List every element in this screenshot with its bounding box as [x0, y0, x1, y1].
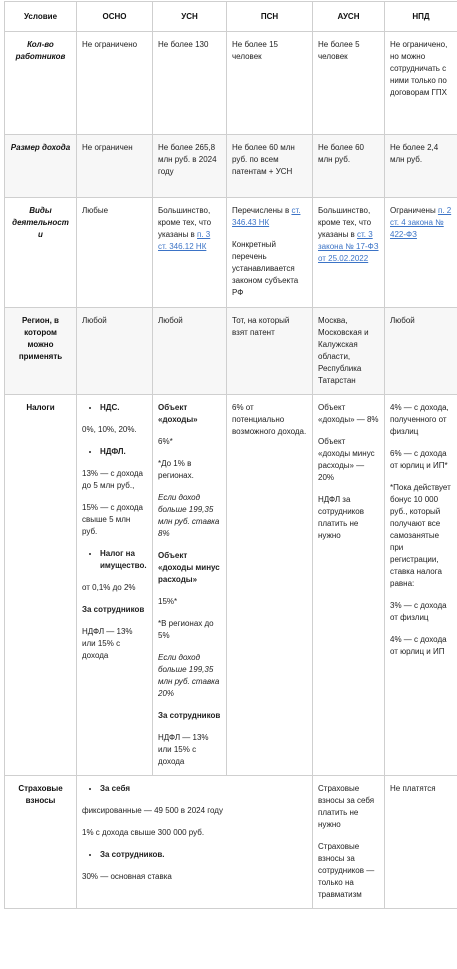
- osno-vat-rates: 0%, 10%, 20%.: [82, 425, 137, 434]
- cell-region-ausn: Москва, Московская и Калужская области, Республика Татарстан: [313, 308, 385, 395]
- ins-ausn-2: Страховые взносы за сотрудников — только на травматизм: [318, 842, 375, 899]
- table-row-insurance: [5, 776, 457, 909]
- ins-ausn-1: Страховые взносы за себя платить не нужно: [318, 784, 375, 829]
- header-row: [5, 2, 457, 32]
- header-usn: УСН: [153, 2, 227, 32]
- cell-insurance-osno-usn-psn: [77, 776, 313, 909]
- header-ausn: АУСН: [313, 2, 385, 32]
- osno-prop-rate: от 0,1% до 2%: [82, 583, 136, 592]
- row-label-taxes: Налоги: [5, 395, 77, 776]
- activity-ausn-text: Большинство, кроме тех, что указаны в: [318, 206, 372, 239]
- osno-ndfl-2: 15% — с дохода свыше 5 млн руб.: [82, 503, 144, 536]
- cell-workers-ausn: Не более 5 человек: [313, 32, 385, 135]
- cell-workers-usn: Не более 130: [153, 32, 227, 135]
- cell-region-npd: Любой: [385, 308, 457, 395]
- usn-obj2-rate: 15%*: [158, 597, 178, 606]
- cell-activity-psn: [227, 198, 313, 308]
- table-row-taxes: [5, 395, 457, 776]
- cell-taxes-psn: 6% от потенциально возможного дохода.: [227, 395, 313, 776]
- osno-prop-title: • Налог на имущество.: [100, 548, 147, 572]
- cell-region-usn: Любой: [153, 308, 227, 395]
- cell-insurance-npd: Не платятся: [385, 776, 457, 909]
- row-label-activity: Виды деятельности: [5, 198, 77, 308]
- osno-vat-title: • НДС.: [100, 402, 147, 414]
- link-nk-346-12[interactable]: п. 3 ст. 346.12 НК: [158, 230, 211, 251]
- usn-obj1-title: Объект «доходы»: [158, 403, 198, 424]
- ins-self-pct: 1% с дохода свыше 300 000 руб.: [82, 828, 205, 837]
- activity-psn-note: Конкретный перечень устанавливается законом субъекта РФ: [232, 240, 299, 297]
- row-label-region: Регион, в котором можно применять: [5, 308, 77, 395]
- ins-self-title: • За себя: [100, 783, 307, 795]
- ausn-obj1: Объект «доходы» — 8%: [318, 403, 379, 424]
- table-header: [5, 2, 457, 32]
- usn-obj2-title: Объект «доходы минус расходы»: [158, 551, 220, 584]
- header-npd: НПД: [385, 2, 457, 32]
- ausn-obj2: Объект «доходы минус расходы» — 20%: [318, 437, 375, 482]
- usn-staff-title: За сотрудников: [158, 711, 221, 720]
- header-condition: Условие: [5, 2, 77, 32]
- cell-taxes-npd: [385, 395, 457, 776]
- activity-psn-text: Перечислены в: [232, 206, 292, 215]
- cell-income-ausn: Не более 60 млн руб.: [313, 135, 385, 198]
- cell-taxes-osno: [77, 395, 153, 776]
- usn-staff-rate: НДФЛ — 13% или 15% с дохода: [158, 733, 209, 766]
- ins-self-fixed: фиксированные — 49 500 в 2024 году: [82, 806, 223, 815]
- ins-staff-rate: 30% — основная ставка: [82, 872, 172, 881]
- cell-activity-osno: Любые: [77, 198, 153, 308]
- usn-obj1-over: Если доход больше 199,35 млн руб. ставка 8%: [158, 493, 220, 538]
- link-nk-346-43[interactable]: ст. 346.43 НК: [232, 206, 301, 227]
- osno-ndfl-1: 13% — с дохода до 5 млн руб.,: [82, 469, 144, 490]
- cell-taxes-ausn: [313, 395, 385, 776]
- usn-obj2-over: Если доход больше 199,35 млн руб. ставка 20%: [158, 653, 220, 698]
- usn-obj1-note: *До 1% в регионах.: [158, 459, 194, 480]
- npd-rate-2: 6% — с дохода от юрлиц и ИП*: [390, 449, 448, 470]
- ins-staff-title: • За сотрудников.: [100, 849, 307, 861]
- cell-region-osno: Любой: [77, 308, 153, 395]
- usn-obj1-rate: 6%*: [158, 437, 173, 446]
- npd-bonus-note: *Пока действует бонус 10 000 руб., который получают все самозанятые при регистрации, ставка налога равна:: [390, 483, 451, 588]
- activity-usn-text: Большинство, кроме тех, что указаны в: [158, 206, 212, 239]
- npd-rate-3: 3% — с дохода от физлиц: [390, 601, 447, 622]
- osno-ndfl-title: • НДФЛ.: [100, 446, 147, 458]
- cell-workers-psn: Не более 15 человек: [227, 32, 313, 135]
- table-row-income: [5, 135, 457, 198]
- link-law-422fz[interactable]: п. 2 ст. 4 закона № 422-ФЗ: [390, 206, 452, 239]
- cell-income-osno: Не ограничен: [77, 135, 153, 198]
- row-label-income: Размер дохода: [5, 135, 77, 198]
- row-label-insurance: Страховые взносы: [5, 776, 77, 909]
- cell-insurance-ausn: [313, 776, 385, 909]
- link-law-17fz[interactable]: ст. 3 закона № 17-ФЗ от 25.02.2022: [318, 230, 379, 263]
- cell-activity-npd: [385, 198, 457, 308]
- cell-activity-ausn: [313, 198, 385, 308]
- npd-rate-1: 4% — с дохода, полученного от физлиц: [390, 403, 449, 436]
- npd-rate-4: 4% — с дохода от юрлиц и ИП: [390, 635, 447, 656]
- cell-income-usn: Не более 265,8 млн руб. в 2024 году: [153, 135, 227, 198]
- cell-activity-usn: [153, 198, 227, 308]
- header-psn: ПСН: [227, 2, 313, 32]
- cell-workers-npd: Не ограничено, но можно сотрудничать с ними только по договорам ГПХ: [385, 32, 457, 135]
- usn-obj2-note: *В регионах до 5%: [158, 619, 214, 640]
- cell-income-npd: Не более 2,4 млн руб.: [385, 135, 457, 198]
- osno-staff-title: За сотрудников: [82, 605, 145, 614]
- header-osno: ОСНО: [77, 2, 153, 32]
- ausn-ndfl: НДФЛ за сотрудников платить не нужно: [318, 495, 364, 540]
- cell-taxes-usn: [153, 395, 227, 776]
- cell-income-psn: Не более 60 млн руб. по всем патентам + УСН: [227, 135, 313, 198]
- osno-staff-rate: НДФЛ — 13% или 15% с дохода: [82, 627, 133, 660]
- activity-npd-text: Ограничены: [390, 206, 438, 215]
- table-row-activity: [5, 198, 457, 308]
- table-row-region: [5, 308, 457, 395]
- cell-region-psn: Тот, на который взят патент: [227, 308, 313, 395]
- tax-regimes-table: [4, 1, 457, 909]
- row-label-workers: Кол-во работников: [5, 32, 77, 135]
- table-row-workers: [5, 32, 457, 135]
- cell-workers-osno: Не ограничено: [77, 32, 153, 135]
